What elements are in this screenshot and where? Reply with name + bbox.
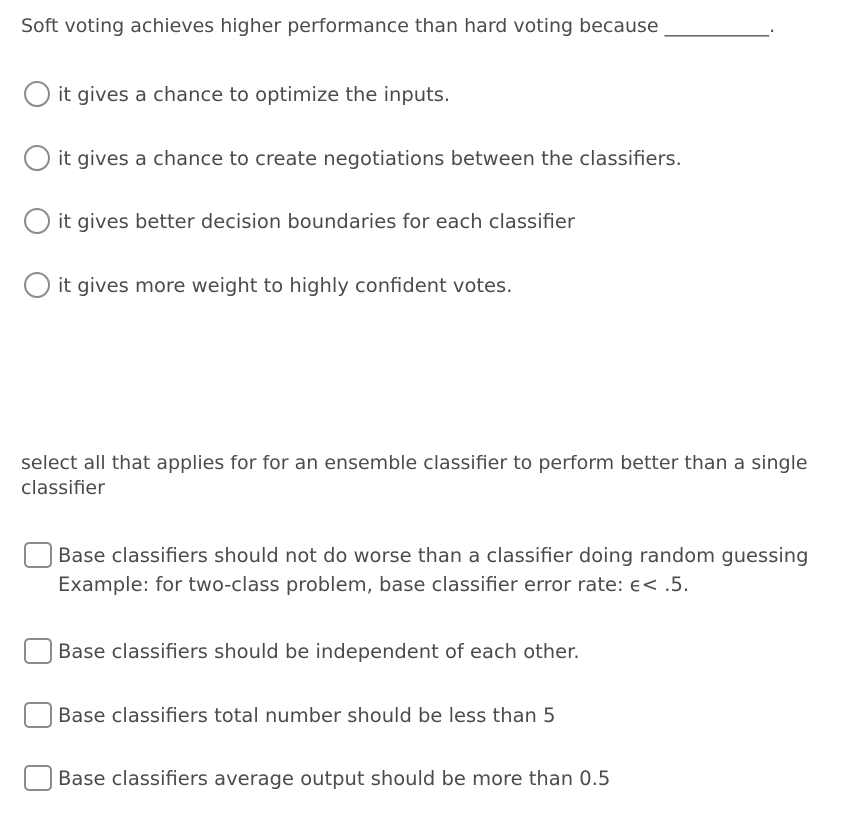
radio-button[interactable]	[24, 81, 50, 107]
q1-option-3[interactable]	[24, 208, 575, 236]
q1-option-3-label: it gives better decision boundaries for each classifier	[58, 210, 575, 233]
question-2	[21, 451, 828, 501]
radio-button[interactable]	[24, 272, 50, 298]
q1-option-2-label: it gives a chance to create negotiations between the classifiers.	[58, 147, 682, 170]
q2-option-1-line1: Base classifiers should not do worse than a classifier doing random guessing	[58, 544, 809, 567]
q2-option-2-label: Base classifiers should be independent of each other.	[58, 640, 580, 663]
q2-option-1[interactable]	[24, 542, 809, 599]
radio-button[interactable]	[24, 208, 50, 234]
q2-option-4-label: Base classifiers average output should be more than 0.5	[58, 767, 611, 790]
q1-option-2[interactable]	[24, 145, 682, 173]
q2-option-1-line2: Example: for two-class problem, base classifier error rate: ϵ< .5.	[58, 573, 690, 596]
q1-option-1[interactable]	[24, 81, 450, 109]
q2-option-1-label	[58, 541, 809, 599]
q2-option-3[interactable]	[24, 702, 555, 730]
question-2-prompt: select all that applies for for an ensemble classifier to perform better than a single classifier	[21, 452, 808, 499]
radio-button[interactable]	[24, 145, 50, 171]
q1-option-1-label: it gives a chance to optimize the inputs.	[58, 83, 451, 106]
checkbox[interactable]	[24, 702, 52, 728]
q1-option-4[interactable]	[24, 272, 512, 300]
checkbox[interactable]	[24, 765, 52, 791]
q1-option-4-label: it gives more weight to highly confident votes.	[58, 274, 513, 297]
checkbox[interactable]	[24, 638, 52, 664]
q2-option-4[interactable]	[24, 765, 610, 793]
checkbox[interactable]	[24, 542, 52, 568]
q2-option-2[interactable]	[24, 638, 580, 666]
question-1	[21, 14, 828, 39]
q2-option-3-label: Base classifiers total number should be less than 5	[58, 704, 556, 727]
question-1-prompt: Soft voting achieves higher performance than hard voting because ___________.	[21, 15, 776, 37]
